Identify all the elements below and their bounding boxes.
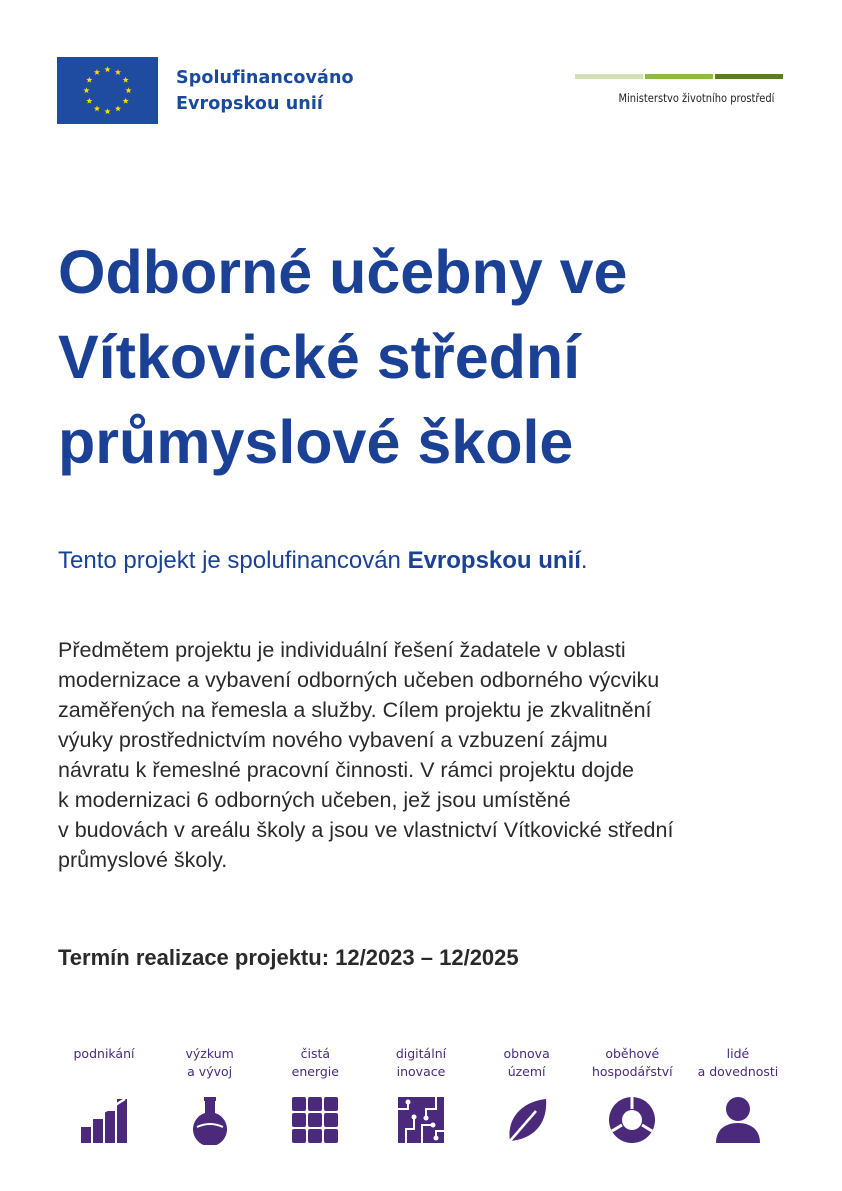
description-line: průmyslové školy. xyxy=(58,848,228,872)
theme-podnikani xyxy=(56,1045,152,1145)
eu-cofinancing-logo xyxy=(57,57,354,124)
circular-arrows-icon xyxy=(607,1095,657,1145)
eu-star-icon xyxy=(104,108,110,114)
description-line: modernizace a vybavení odborných učeben odborného výcviku xyxy=(58,668,660,692)
theme-obehove-hospodarstvi xyxy=(584,1045,680,1145)
title-line: Vítkovické střední xyxy=(58,323,581,391)
project-description xyxy=(58,635,798,875)
eu-star-icon xyxy=(125,87,131,93)
ministry-bar-mid xyxy=(645,74,713,79)
theme-label: výzkum a vývoj xyxy=(185,1046,234,1079)
eu-flag-icon xyxy=(57,57,158,124)
theme-cista-energie xyxy=(267,1045,363,1145)
solar-panel-icon xyxy=(290,1095,340,1145)
eu-star-icon xyxy=(104,66,110,72)
ministry-name: Ministerstvo životního prostředí xyxy=(618,91,775,105)
eu-star-icon xyxy=(83,87,89,93)
ministry-bar-light xyxy=(575,74,643,79)
eu-star-icon xyxy=(123,98,129,104)
theme-label: obnova území xyxy=(503,1046,550,1079)
description-line: návratu k řemeslné pracovní činnosti. V rámci projektu dojde xyxy=(58,758,634,782)
title-line: průmyslové škole xyxy=(58,408,574,476)
thematic-icons-row xyxy=(56,1045,786,1145)
description-line: Předmětem projektu je individuální řešení žadatele v oblasti xyxy=(58,638,626,662)
eu-star-icon xyxy=(94,105,100,111)
page-title xyxy=(58,230,798,485)
circuit-chip-icon xyxy=(396,1095,446,1145)
eu-logo-line1: Spolufinancováno xyxy=(176,67,354,88)
subtitle-suffix: . xyxy=(580,547,588,574)
theme-vyzkum xyxy=(162,1045,258,1145)
eu-star-icon xyxy=(86,77,92,83)
ministry-color-bars xyxy=(575,74,783,79)
flask-icon xyxy=(185,1095,235,1145)
subtitle-bold: Evropskou unií xyxy=(407,547,581,574)
ministry-logo xyxy=(575,74,783,105)
theme-label: podnikání xyxy=(73,1046,135,1061)
leaf-icon xyxy=(502,1095,552,1145)
cofinancing-statement xyxy=(58,547,588,575)
theme-label: oběhové hospodářství xyxy=(591,1046,673,1079)
project-term: Termín realizace projektu: 12/2023 – 12/2025 xyxy=(58,945,519,970)
subtitle-prefix: Tento projekt je spolufinancován xyxy=(58,547,408,574)
person-icon xyxy=(713,1095,763,1145)
theme-digitalni-inovace xyxy=(373,1045,469,1145)
title-line: Odborné učebny ve xyxy=(58,238,628,306)
description-line: v budovách v areálu školy a jsou ve vlastnictví Vítkovické střední xyxy=(58,818,674,842)
description-line: k modernizaci 6 odborných učeben, jež jsou umístěné xyxy=(58,788,571,812)
description-line: výuky prostřednictvím nového vybavení a vzbuzení zájmu xyxy=(58,728,608,752)
bar-chart-icon xyxy=(79,1095,129,1145)
eu-star-icon xyxy=(86,98,92,104)
eu-logo-line2: Evropskou unií xyxy=(176,93,324,114)
eu-logo-text xyxy=(176,65,354,117)
theme-label: digitální inovace xyxy=(395,1046,447,1079)
theme-lide-a-dovednosti xyxy=(690,1045,786,1145)
theme-obnova-uzemi xyxy=(479,1045,575,1145)
ministry-bar-dark xyxy=(715,74,783,79)
eu-star-icon xyxy=(115,69,121,75)
eu-star-icon xyxy=(123,77,129,83)
theme-label: čistá energie xyxy=(291,1046,339,1079)
description-line: zaměřených na řemesla a služby. Cílem projektu je zkvalitnění xyxy=(58,698,652,722)
theme-label: lidé a dovednosti xyxy=(697,1046,779,1079)
eu-star-icon xyxy=(115,105,121,111)
eu-star-icon xyxy=(94,69,100,75)
